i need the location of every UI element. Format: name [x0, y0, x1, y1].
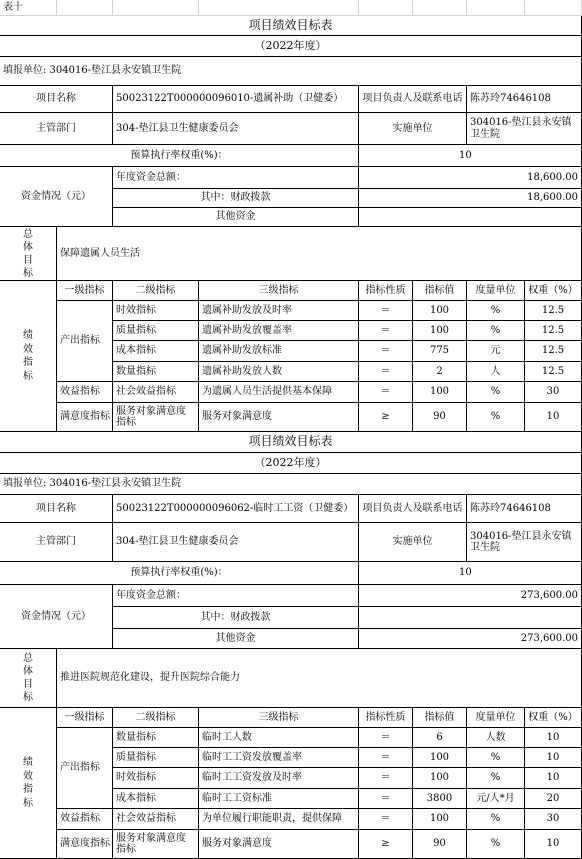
level3-indicator-text: 临时工工资发放覆盖率	[202, 751, 302, 763]
table-title-text: 项目绩效目标表	[248, 17, 333, 32]
level2-indicator	[113, 768, 199, 789]
table-year-text: （2022年度）	[254, 38, 327, 52]
level2-indicator-text: 质量指标	[116, 751, 156, 763]
project-name-label-text: 项目名称	[36, 502, 76, 514]
indicator-nature-text: ＝	[380, 792, 391, 804]
level2-indicator	[113, 362, 199, 382]
indicator-weight	[525, 830, 582, 859]
fund-other-label-text: 其他资金	[215, 211, 256, 223]
level1-output-text: 产出指标	[60, 335, 100, 347]
indicator-weight-text: 30	[546, 813, 560, 825]
level1-satisfaction	[57, 403, 113, 432]
level3-indicator-text: 为遗属人员生活提供基本保障	[202, 386, 332, 398]
fund-fin-label-text: 其中：财政拨款	[200, 611, 271, 623]
level2-indicator-text: 社会效益指标	[116, 813, 176, 825]
indicator-nature-text: ＝	[380, 304, 391, 316]
level3-indicator-text: 遗属补助发放人数	[202, 365, 282, 377]
indicator-value-text: 2	[436, 365, 443, 377]
perf-label	[0, 708, 57, 859]
perf-header	[467, 708, 525, 728]
perf-header	[359, 708, 413, 728]
dept-value-text: 304-垫江县卫生健康委员会	[116, 536, 239, 548]
indicator-nature-text: ≥	[381, 411, 390, 423]
indicator-value	[413, 403, 467, 432]
perf-header	[467, 281, 525, 301]
impl-label	[359, 113, 467, 145]
level2-indicator-text: 服务对象满意度指标	[116, 832, 186, 855]
fund-fin-value-text: 18,600.00	[527, 192, 578, 204]
level3-indicator-text: 为单位履行职能职责，提供保障	[202, 813, 342, 825]
indicator-unit-text: 人数	[485, 731, 506, 743]
indicator-unit	[467, 830, 525, 859]
indicator-value	[413, 382, 467, 403]
indicator-weight-text: 10	[546, 772, 560, 784]
fund-total-label-text: 年度资金总额：	[116, 589, 186, 601]
indicator-value-text: 100	[429, 751, 450, 763]
level1-satisfaction-text: 满意度指标	[60, 838, 110, 850]
indicator-unit-text: %	[490, 751, 501, 763]
goal-label-text: 总体目标	[23, 228, 33, 279]
contact-value	[467, 495, 582, 523]
perf-header-text: 指标性质	[365, 284, 406, 296]
reporting-unit	[0, 474, 582, 495]
level1-benefit-text: 效益指标	[60, 386, 100, 398]
budget-weight-label-text: 预算执行率权重(%)：	[130, 567, 228, 579]
level2-indicator-text: 时效指标	[116, 772, 156, 784]
fund-fin-label	[113, 189, 359, 208]
indicator-nature-text: ＝	[380, 731, 391, 743]
impl-value-text: 304016-垫江县永安镇卫生院	[470, 117, 572, 140]
dept-label-text: 主管部门	[36, 122, 76, 134]
perf-header	[199, 281, 359, 301]
indicator-unit-text: %	[490, 838, 501, 850]
fund-other-value-text: 273,600.00	[520, 632, 578, 644]
grid-cell	[57, 0, 113, 16]
perf-header	[57, 281, 113, 301]
dept-label-text: 主管部门	[36, 536, 76, 548]
contact-value	[467, 86, 582, 113]
indicator-value-text: 3800	[426, 792, 453, 804]
perf-label	[0, 281, 57, 432]
indicator-nature	[359, 789, 413, 809]
fund-total-value	[359, 585, 582, 607]
table-year-text: （2022年度）	[254, 455, 327, 469]
perf-header-text: 一级指标	[64, 711, 105, 723]
level2-indicator	[113, 728, 199, 748]
perf-header-text: 三级指标	[258, 284, 299, 296]
indicator-value-text: 100	[429, 813, 450, 825]
indicator-unit-text: %	[490, 411, 501, 423]
perf-header-text: 三级指标	[258, 711, 299, 723]
dept-value	[113, 523, 359, 562]
indicator-nature-text: ＝	[380, 386, 391, 398]
indicator-weight	[525, 382, 582, 403]
indicator-nature-text: ＝	[380, 345, 391, 357]
impl-label	[359, 523, 467, 562]
perf-header	[57, 708, 113, 728]
indicator-weight-text: 10	[546, 838, 560, 850]
indicator-weight-text: 30	[546, 386, 560, 398]
fund-other-label	[113, 208, 359, 227]
level3-indicator	[199, 382, 359, 403]
indicator-weight-text: 12.5	[541, 365, 565, 377]
level3-indicator	[199, 768, 359, 789]
indicator-value	[413, 341, 467, 362]
level3-indicator	[199, 341, 359, 362]
indicator-unit	[467, 748, 525, 768]
indicator-weight-text: 12.5	[541, 304, 565, 316]
fund-fin-label-text: 其中：财政拨款	[200, 192, 271, 204]
contact-label	[359, 495, 467, 523]
grid-cell	[413, 0, 467, 16]
perf-header-text: 指标值	[424, 284, 455, 296]
fund-label-text: 资金情况（元）	[21, 610, 91, 622]
grid-cell	[359, 0, 413, 16]
perf-header-text: 度量单位	[475, 284, 516, 296]
budget-weight-label	[0, 562, 359, 585]
indicator-value	[413, 768, 467, 789]
level2-indicator	[113, 341, 199, 362]
indicator-nature	[359, 362, 413, 382]
indicator-unit	[467, 789, 525, 809]
impl-value	[467, 113, 582, 145]
indicator-unit	[467, 341, 525, 362]
indicator-weight-text: 10	[546, 751, 560, 763]
fund-other-value	[359, 208, 582, 227]
fund-fin-value	[359, 189, 582, 208]
indicator-nature-text: ＝	[380, 324, 391, 336]
contact-value-text: 陈苏玲74646108	[470, 502, 551, 514]
level2-indicator	[113, 789, 199, 809]
fund-other-label-text: 其他资金	[215, 632, 256, 644]
grid-cell	[525, 0, 582, 16]
indicator-unit	[467, 321, 525, 341]
perf-header-text: 二级指标	[135, 284, 176, 296]
perf-header-text: 权重（%）	[528, 711, 578, 723]
level3-indicator	[199, 321, 359, 341]
indicator-value-text: 100	[429, 324, 450, 336]
level3-indicator-text: 临时工工资发放及时率	[202, 772, 302, 784]
indicator-value	[413, 728, 467, 748]
level1-benefit-text: 效益指标	[60, 813, 100, 825]
fund-total-value-text: 273,600.00	[520, 589, 578, 601]
level2-indicator	[113, 382, 199, 403]
level2-indicator-text: 服务对象满意度指标	[116, 405, 186, 428]
budget-weight-label	[0, 145, 359, 167]
indicator-value	[413, 301, 467, 321]
table-title-text: 项目绩效目标表	[248, 434, 333, 449]
fund-total-value	[359, 167, 582, 189]
perf-label-text: 绩效指标	[23, 330, 33, 382]
indicator-weight	[525, 728, 582, 748]
indicator-nature	[359, 809, 413, 830]
indicator-value	[413, 830, 467, 859]
indicator-nature	[359, 728, 413, 748]
indicator-value	[413, 748, 467, 768]
indicator-nature	[359, 403, 413, 432]
perf-header	[413, 708, 467, 728]
level2-indicator	[113, 301, 199, 321]
indicator-nature	[359, 382, 413, 403]
indicator-unit-text: 元/人*月	[476, 792, 515, 804]
budget-weight-value	[359, 562, 582, 585]
level2-indicator-text: 时效指标	[116, 304, 156, 316]
level2-indicator-text: 成本指标	[116, 792, 156, 804]
grid-cell	[113, 0, 199, 16]
level2-indicator-text: 数量指标	[116, 731, 156, 743]
project-name-value-text: 50023122T000000096010-遗属补助（卫健委）	[116, 93, 344, 105]
fund-fin-value	[359, 607, 582, 629]
goal-value	[57, 227, 582, 281]
indicator-value	[413, 809, 467, 830]
reporting-unit	[0, 57, 582, 86]
indicator-nature	[359, 301, 413, 321]
indicator-weight	[525, 768, 582, 789]
dept-value-text: 304-垫江县卫生健康委员会	[116, 122, 239, 134]
indicator-nature-text: ＝	[380, 365, 391, 377]
indicator-unit	[467, 728, 525, 748]
table-year	[0, 453, 582, 474]
impl-value-text: 304016-垫江县永安镇卫生院	[470, 530, 572, 553]
project-name-value	[113, 86, 359, 113]
indicator-nature	[359, 830, 413, 859]
level3-indicator-text: 临时工工资标准	[202, 792, 272, 804]
indicator-weight-text: 10	[546, 411, 560, 423]
contact-label-text: 项目负责人及联系电话	[362, 93, 463, 105]
grid-cell	[199, 0, 359, 16]
indicator-unit	[467, 382, 525, 403]
perf-header	[525, 281, 582, 301]
indicator-value-text: 775	[429, 345, 450, 357]
indicator-value-text: 90	[433, 411, 446, 423]
table-title	[0, 432, 582, 453]
goal-label-text: 总体目标	[23, 653, 33, 703]
indicator-weight-text: 12.5	[541, 345, 565, 357]
contact-label-text: 项目负责人及联系电话	[362, 502, 463, 514]
level2-indicator-text: 社会效益指标	[116, 386, 176, 398]
level3-indicator-text: 遗属补助发放及时率	[202, 304, 292, 316]
table-year	[0, 36, 582, 57]
indicator-nature	[359, 341, 413, 362]
level3-indicator-text: 临时工人数	[202, 731, 252, 743]
level1-output	[57, 728, 113, 809]
level1-satisfaction-text: 满意度指标	[60, 411, 110, 423]
level3-indicator-text: 遗属补助发放覆盖率	[202, 324, 292, 336]
indicator-weight	[525, 789, 582, 809]
indicator-unit	[467, 362, 525, 382]
indicator-nature-text: ＝	[380, 772, 391, 784]
level3-indicator	[199, 362, 359, 382]
fund-fin-label	[113, 607, 359, 629]
project-name-label-text: 项目名称	[36, 93, 76, 105]
fund-label-text: 资金情况（元）	[21, 190, 91, 202]
indicator-nature	[359, 768, 413, 789]
goal-label	[0, 649, 57, 708]
level2-indicator	[113, 748, 199, 768]
indicator-unit-text: %	[490, 813, 501, 825]
budget-weight-label-text: 预算执行率权重(%)：	[130, 149, 228, 161]
indicator-unit-text: %	[490, 386, 501, 398]
goal-value-text: 保障遗属人员生活	[60, 247, 140, 259]
perf-header	[199, 708, 359, 728]
indicator-unit	[467, 809, 525, 830]
dept-label	[0, 523, 113, 562]
sheet-label-text: 表十	[3, 1, 23, 13]
fund-total-label	[113, 585, 359, 607]
contact-value-text: 陈苏玲74646108	[470, 93, 551, 105]
level2-indicator	[113, 809, 199, 830]
goal-value-text: 推进医院规范化建设，提升医院综合能力	[60, 672, 240, 684]
indicator-weight	[525, 362, 582, 382]
impl-value	[467, 523, 582, 562]
indicator-weight-text: 20	[546, 792, 560, 804]
level2-indicator-text: 数量指标	[116, 365, 156, 377]
project-name-label	[0, 86, 113, 113]
indicator-weight	[525, 403, 582, 432]
budget-weight-value	[359, 145, 582, 167]
level3-indicator	[199, 748, 359, 768]
indicator-value	[413, 362, 467, 382]
level3-indicator-text: 遗属补助发放标准	[202, 345, 282, 357]
level1-output	[57, 301, 113, 382]
indicator-value	[413, 789, 467, 809]
indicator-unit-text: 人	[490, 365, 501, 377]
indicator-unit	[467, 403, 525, 432]
level3-indicator-text: 服务对象满意度	[202, 411, 272, 423]
fund-other-value	[359, 629, 582, 649]
level3-indicator	[199, 301, 359, 321]
indicator-weight	[525, 341, 582, 362]
indicator-value-text: 90	[433, 838, 446, 850]
level3-indicator	[199, 809, 359, 830]
perf-header-text: 指标值	[424, 711, 455, 723]
level1-satisfaction	[57, 830, 113, 859]
indicator-nature-text: ＝	[380, 751, 391, 763]
project-name-label	[0, 495, 113, 523]
fund-other-label	[113, 629, 359, 649]
level2-indicator-text: 质量指标	[116, 324, 156, 336]
budget-weight-value-text: 10	[459, 567, 472, 579]
indicator-unit	[467, 301, 525, 321]
table-title	[0, 16, 582, 36]
indicator-value-text: 6	[436, 731, 443, 743]
indicator-value-text: 100	[429, 386, 450, 398]
goal-value	[57, 649, 582, 708]
indicator-unit-text: %	[490, 772, 501, 784]
perf-header	[113, 708, 199, 728]
level3-indicator	[199, 728, 359, 748]
project-name-value	[113, 495, 359, 523]
perf-header-text: 二级指标	[135, 711, 176, 723]
budget-weight-value-text: 10	[459, 149, 472, 161]
perf-header	[413, 281, 467, 301]
level3-indicator	[199, 830, 359, 859]
reporting-unit-text: 填报单位: 304016-垫江县永安镇卫生院	[3, 478, 182, 490]
perf-label-text: 绩效指标	[23, 757, 33, 809]
fund-total-label-text: 年度资金总额：	[116, 171, 186, 183]
level2-indicator	[113, 830, 199, 859]
dept-value	[113, 113, 359, 145]
level3-indicator	[199, 789, 359, 809]
perf-header-text: 权重（%）	[528, 284, 578, 296]
perf-header-text: 指标性质	[365, 711, 406, 723]
indicator-nature	[359, 321, 413, 341]
project-name-value-text: 50023122T000000096062-临时工工资（卫健委）	[116, 502, 354, 514]
impl-label-text: 实施单位	[392, 122, 433, 134]
indicator-weight-text: 10	[546, 731, 560, 743]
fund-total-label	[113, 167, 359, 189]
fund-label	[0, 585, 113, 649]
indicator-nature-text: ＝	[380, 813, 391, 825]
indicator-unit-text: %	[490, 324, 501, 336]
indicator-unit	[467, 768, 525, 789]
indicator-weight	[525, 301, 582, 321]
indicator-unit-text: %	[490, 304, 501, 316]
level1-output-text: 产出指标	[60, 762, 100, 774]
reporting-unit-text: 填报单位: 304016-垫江县永安镇卫生院	[3, 65, 182, 77]
goal-label	[0, 227, 57, 281]
perf-header-text: 度量单位	[475, 711, 516, 723]
impl-label-text: 实施单位	[392, 536, 433, 548]
level3-indicator-text: 服务对象满意度	[202, 838, 272, 850]
fund-total-value-text: 18,600.00	[527, 171, 578, 183]
perf-header	[113, 281, 199, 301]
perf-header	[525, 708, 582, 728]
indicator-value-text: 100	[429, 304, 450, 316]
perf-header-text: 一级指标	[64, 284, 105, 296]
indicator-weight	[525, 321, 582, 341]
perf-header	[359, 281, 413, 301]
indicator-unit-text: 元	[490, 345, 501, 357]
level3-indicator	[199, 403, 359, 432]
level2-indicator-text: 成本指标	[116, 345, 156, 357]
indicator-nature	[359, 748, 413, 768]
indicator-nature-text: ≥	[381, 838, 390, 850]
grid-cell	[467, 0, 525, 16]
contact-label	[359, 86, 467, 113]
indicator-value	[413, 321, 467, 341]
level1-benefit	[57, 809, 113, 830]
level2-indicator	[113, 403, 199, 432]
fund-label	[0, 167, 113, 227]
indicator-weight-text: 12.5	[541, 324, 565, 336]
level1-benefit	[57, 382, 113, 403]
sheet-label	[0, 0, 57, 16]
indicator-weight	[525, 748, 582, 768]
dept-label	[0, 113, 113, 145]
indicator-weight	[525, 809, 582, 830]
indicator-value-text: 100	[429, 772, 450, 784]
level2-indicator	[113, 321, 199, 341]
